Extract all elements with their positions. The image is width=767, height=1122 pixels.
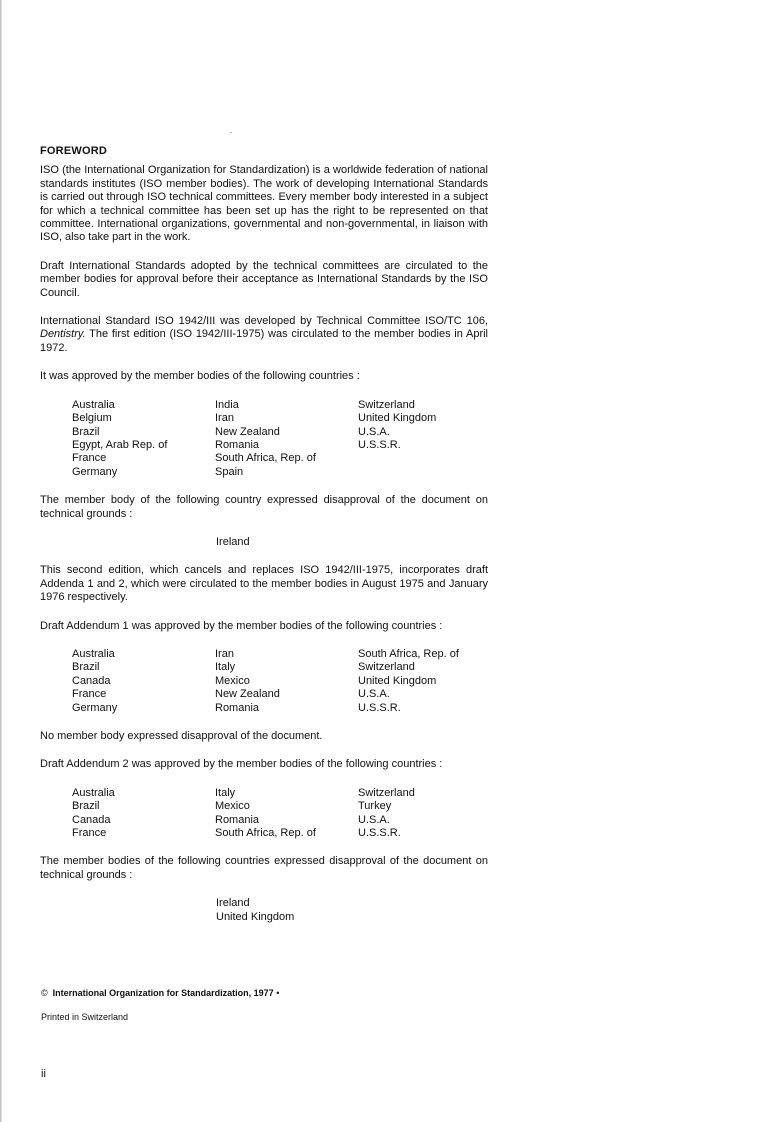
country-name: Canada: [72, 813, 111, 826]
country-name: Romania: [215, 813, 260, 826]
country-column: [215, 648, 358, 715]
country-name: South Africa, Rep. of: [215, 827, 316, 840]
paragraph-addendum1-intro: Draft Addendum 1 was approved by the member bodies of the following countries :: [40, 619, 443, 632]
country-name: U.S.A.: [358, 425, 390, 438]
country-name: India: [215, 398, 239, 411]
country-name: U.S.S.R.: [358, 827, 401, 840]
country-column: [72, 648, 215, 715]
approved-countries-addendum2: [72, 787, 488, 841]
bullet-icon: •: [276, 988, 280, 998]
country-name: U.S.A.: [358, 688, 390, 701]
country-name: New Zealand: [215, 688, 280, 701]
approved-countries-addendum1: [72, 648, 488, 715]
disapproving-country-first-edition: [216, 536, 488, 549]
country-name: Switzerland: [358, 786, 415, 799]
country-column: [215, 787, 358, 841]
history-text-start: International Standard ISO 1942/III was developed by Technical Committee ISO/TC 106,: [40, 315, 488, 328]
page-title: FOREWORD: [40, 145, 107, 157]
country-name: Brazil: [72, 800, 100, 813]
paragraph-disapproval-intro: The member body of the following country expressed disapproval of the document on technical grounds :: [40, 494, 488, 520]
country-name: Australia: [72, 398, 115, 411]
paragraph-iso-intro: ISO (the International Organization for Standardization) is a worldwide federation of national standards institutes (ISO member bodies). The work of developing International Standards is carried out through ISO technical committees. Every member body interested in a subject for which a technical committee has been set up has the right to be represented on that committee. International organizations, governmental and non-governmental, in liaison with ISO, also take part in the work.: [40, 164, 488, 244]
country-name: U.S.S.R.: [358, 438, 401, 451]
country-name: France: [72, 452, 107, 465]
country-column: [358, 399, 498, 479]
country-name: Switzerland: [358, 661, 415, 674]
country-name: Australia: [72, 786, 115, 799]
country-name: Ireland: [216, 897, 250, 910]
country-name: France: [72, 688, 107, 701]
paragraph-addendum2-intro: Draft Addendum 2 was approved by the member bodies of the following countries :: [40, 758, 443, 771]
paragraph-no-disapproval: No member body expressed disapproval of the document.: [40, 730, 323, 742]
country-name: Italy: [215, 786, 236, 799]
scan-left-edge: [0, 0, 2, 1122]
country-name: U.S.A.: [358, 813, 390, 826]
country-name: U.S.S.R.: [358, 701, 401, 714]
copyright-organization: International Organization for Standardization, 1977: [52, 988, 274, 998]
country-name: Canada: [72, 674, 111, 687]
country-column: [358, 648, 498, 715]
history-text-end: The first edition (ISO 1942/III-1975) was circulated to the member bodies in April 1972.: [40, 328, 488, 354]
approved-countries-first-edition: [72, 399, 488, 479]
copyright-line: [41, 987, 279, 1000]
country-name: Iran: [215, 412, 234, 425]
country-name: South Africa, Rep. of: [215, 452, 316, 465]
country-name: France: [72, 827, 107, 840]
country-name: Romania: [215, 438, 260, 451]
paragraph-addendum2-disapproval: The member bodies of the following countries expressed disapproval of the document on technical grounds :: [40, 855, 488, 881]
paragraph-draft-standards: Draft International Standards adopted by the technical committees are circulated to the member bodies for approval before their acceptance as International Standards by the ISO Council.: [40, 259, 488, 299]
copyright-icon: ©: [41, 988, 48, 998]
country-name: Germany: [72, 465, 118, 478]
country-name: Spain: [215, 465, 244, 478]
committee-name: Dentistry.: [40, 328, 86, 341]
country-name: Turkey: [358, 800, 392, 813]
printed-in: Printed in Switzerland: [41, 1012, 129, 1022]
page-number: ii: [41, 1068, 46, 1080]
country-name: Brazil: [72, 661, 100, 674]
country-name: Italy: [215, 661, 236, 674]
country-column: [215, 399, 358, 479]
country-name: Ireland: [216, 535, 250, 548]
country-name: Mexico: [215, 674, 250, 687]
scan-speck: [230, 132, 232, 133]
country-column: [72, 787, 215, 841]
country-name: Switzerland: [358, 398, 415, 411]
country-name: Belgium: [72, 412, 112, 425]
country-name: United Kingdom: [358, 412, 437, 425]
paragraph-approval-intro: It was approved by the member bodies of the following countries :: [40, 370, 360, 383]
country-name: Germany: [72, 701, 118, 714]
country-column: [72, 399, 215, 479]
disapproving-countries-addendum2: [216, 897, 488, 924]
country-name: United Kingdom: [216, 910, 295, 923]
country-name: South Africa, Rep. of: [358, 647, 459, 660]
country-name: Australia: [72, 647, 115, 660]
country-name: Brazil: [72, 425, 100, 438]
country-name: Egypt, Arab Rep. of: [72, 438, 168, 451]
country-name: Romania: [215, 701, 260, 714]
country-name: New Zealand: [215, 425, 280, 438]
foreword-page: [40, 145, 488, 924]
country-name: Iran: [215, 647, 234, 660]
paragraph-standard-history: [40, 315, 488, 355]
paragraph-second-edition: This second edition, which cancels and replaces ISO 1942/III-1975, incorporates draft Addenda 1 and 2, which were circulated to the member bodies in August 1975 and January 1976 respectively.: [40, 564, 488, 604]
country-name: United Kingdom: [358, 674, 437, 687]
country-name: Mexico: [215, 800, 250, 813]
country-column: [358, 787, 498, 841]
